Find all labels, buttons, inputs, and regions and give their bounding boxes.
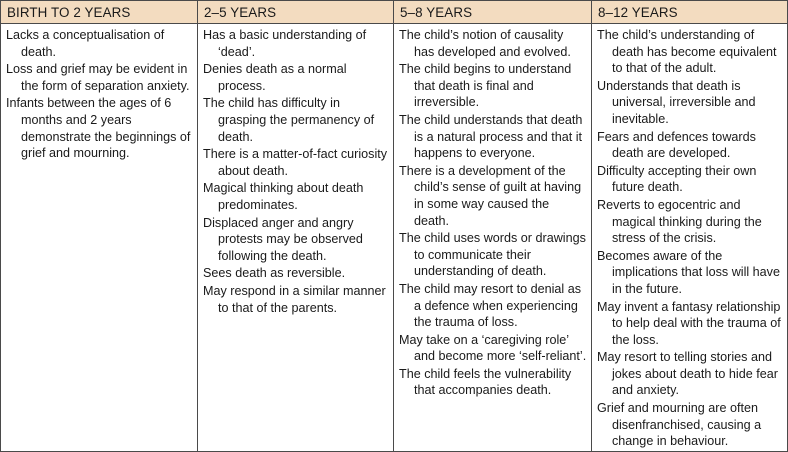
cell-8-to-12 [592,24,788,452]
list-item: The child’s understanding of death has become equivalent to that of the adult. [597,28,777,76]
list-item: Denies death as a normal process. [203,62,347,93]
list-item: Infants between the ages of 6 months and 2 years demonstrate the beginnings of grief and mourning. [6,96,191,161]
list-item: There is a development of the child’s sense of guilt at having in some way caused the death. [399,163,582,228]
list-item: Grief and mourning are often disenfranchised, causing a change in behaviour. [597,401,762,449]
list-item: Displaced anger and angry protests may be observed following the death. [203,215,363,263]
list-item: Fears and defences towards death are developed. [597,129,756,161]
list-item: The child begins to understand that death is final and irreversible. [399,62,572,110]
header-row [1,1,788,24]
list-item: The child’s notion of causality has developed and evolved. [399,28,571,59]
header-5-to-8: 5–8 YEARS [394,1,592,24]
list-item: The child feels the vulnerability that accompanies death. [399,366,572,398]
cell-5-to-8 [394,24,592,452]
list-item: Sees death as reversible. [203,266,346,281]
list-item: Understands that death is universal, irreversible and inevitable. [597,78,756,126]
list-item: May invent a fantasy relationship to help deal with the trauma of the loss. [597,299,781,347]
list-item: Loss and grief may be evident in the form of separation anxiety. [6,62,190,93]
header-8-to-12: 8–12 YEARS [592,1,788,24]
cell-birth-to-2 [1,24,198,452]
list-item: Difficulty accepting their own future death. [597,163,757,195]
list-item: May take on a ‘caregiving role’ and become more ‘self-reliant’. [399,332,587,364]
content-row [1,24,788,452]
header-birth-to-2: BIRTH TO 2 YEARS [1,1,198,24]
list-item: The child may resort to denial as a defence when experiencing the trauma of loss. [399,281,581,330]
list-item: The child has difficulty in grasping the permanency of death. [203,96,375,144]
list-item: The child uses words or drawings to communicate their understanding of death. [399,231,586,279]
list-item: Becomes aware of the implications that loss will have in the future. [597,248,780,296]
list-item: Magical thinking about death predominates. [203,181,364,212]
list-item: Lacks a conceptualisation of death. [6,28,165,59]
list-item: There is a matter-of-fact curiosity about death. [203,147,388,178]
list-item: May respond in a similar manner to that of the parents. [203,283,386,315]
list-item: May resort to telling stories and jokes about death to hide fear and anxiety. [597,350,778,398]
list-item: The child understands that death is a natural process and that it happens to everyone. [399,112,583,161]
header-2-to-5: 2–5 YEARS [198,1,394,24]
cell-2-to-5 [198,24,394,452]
list-item: Reverts to egocentric and magical thinking during the stress of the crisis. [597,197,762,246]
list-item: Has a basic understanding of ‘dead’. [203,28,367,59]
